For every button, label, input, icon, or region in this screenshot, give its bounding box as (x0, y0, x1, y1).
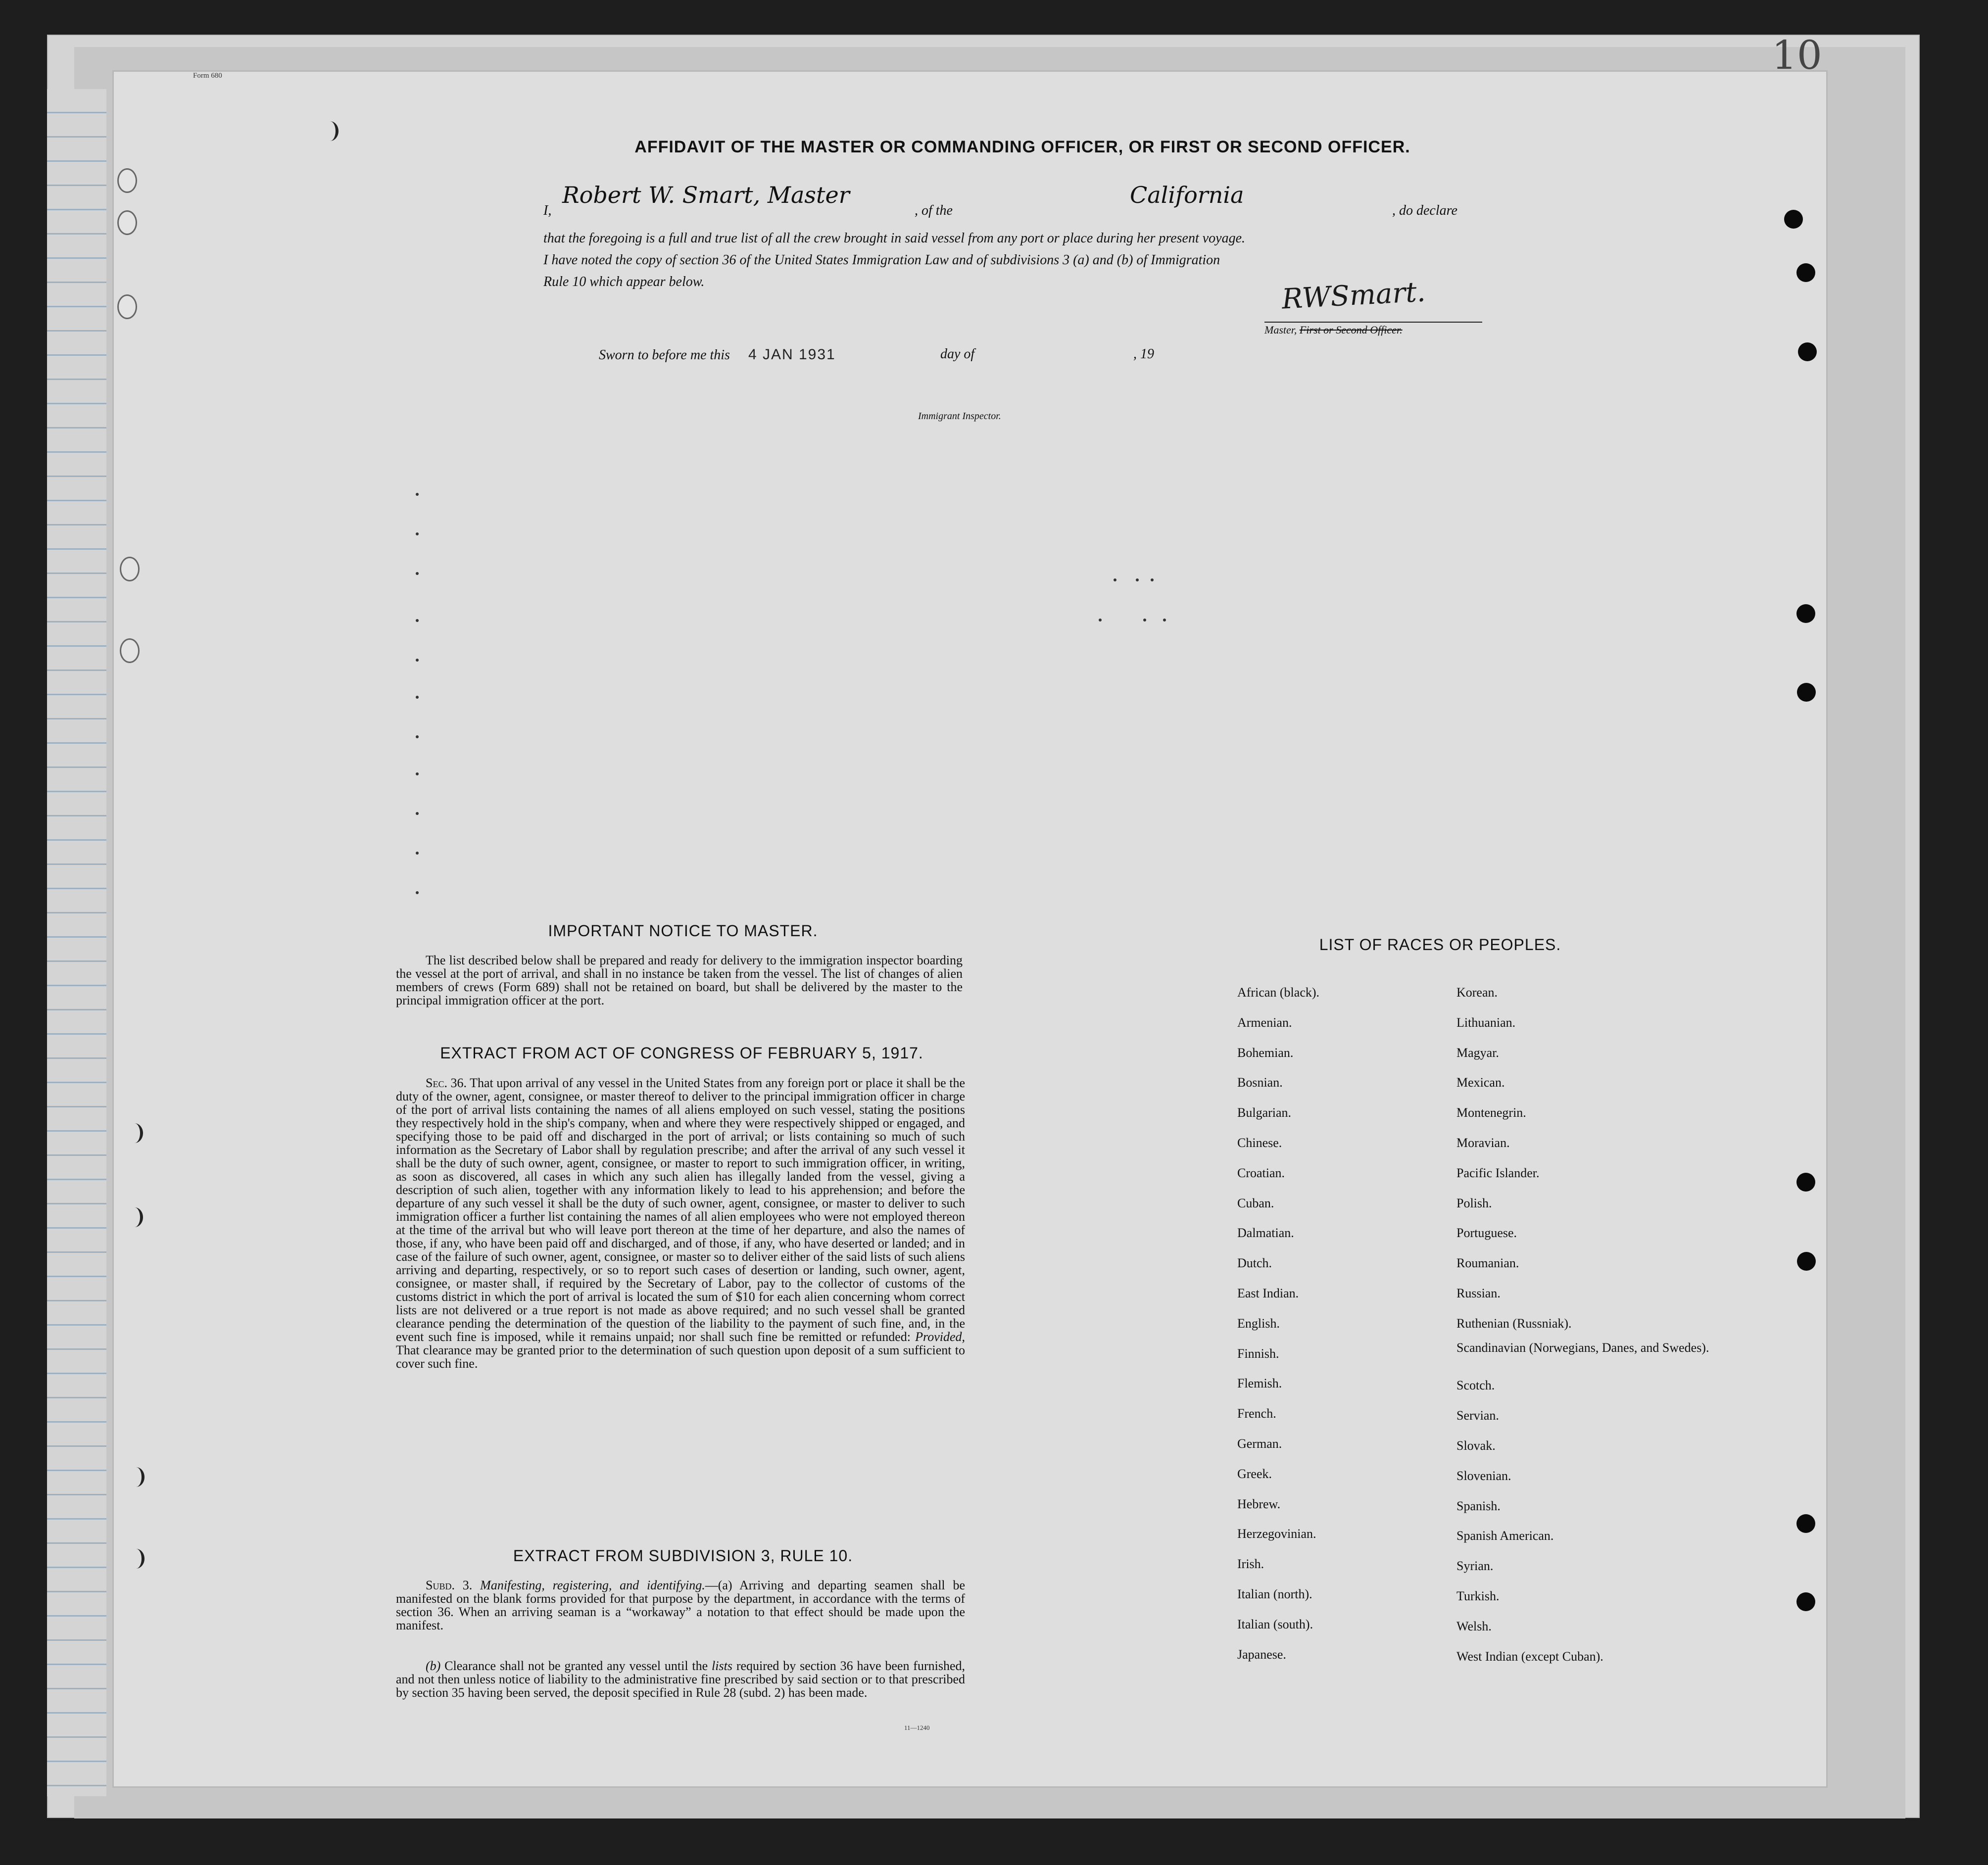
ruled-paper-edge (47, 89, 106, 1796)
binder-ring (117, 294, 137, 319)
section-36-text (396, 1076, 965, 1370)
race-entry: Scotch. (1456, 1378, 1495, 1393)
binder-hole (1798, 342, 1817, 361)
declaration-line-4: Rule 10 which appear below. (543, 274, 705, 289)
extract-act-title: EXTRACT FROM ACT OF CONGRESS OF FEBRUARY 5, 1917. (440, 1044, 923, 1062)
notice-title: IMPORTANT NOTICE TO MASTER. (548, 922, 818, 940)
section-label: Sec. 36. (426, 1076, 467, 1090)
subd-heading: Manifesting, registering, and identifying. (480, 1578, 705, 1592)
section-body: That upon arrival of any vessel in the United States from any foreign port or place it shall be the duty of the owner, agent, consignee, or master thereof to deliver to the principal immigration officer in charge of the port of arrival lists containing the names of all aliens employed on such vessel, stating the positions they respectively hold in the ship's company, when and where they were respectively shipped or engaged, and specifying those to be paid off and discharged in the port of arrival; or lists containing so much of such information as the Secretary of Labor shall by regulation prescribe; and after the arrival of any such vessel it shall be the duty of such owner, agent, consignee, or master to report to such immigration officer, in writing, as soon as discovered, all cases in which any such alien has illegally landed from the vessel, giving a description of such alien, together with any information likely to lead to his apprehension; and before the departure of any such vessel it shall be the duty of such owner, agent, consignee, or master to deliver to such immigration officer a further list containing the names of all alien employees who were not employed thereon at the time of the arrival but who will leave port thereon at the time of her departure, and also the names of those, if any, who have been paid off and discharged, and of those, if any, who have deserted or landed; and in case of the failure of such owner, agent, consignee, or master so to deliver either of the said lists of such aliens arriving and departing, respectively, or so to report such cases of desertion or landing, such owner, agent, consignee, or master shall, if required by the Secretary of Labor, pay to the collector of customs of the customs district in which the port of arrival is located the sum of $10 for each alien concerning whom correct lists are not delivered or a true report is not made as above required; and no such vessel shall be granted clearance pending the determination of the question of the liability to the payment of such fine, and, in the event such fine is imposed, while it remains unpaid; nor shall such fine be remitted or refunded: (396, 1076, 966, 1344)
margin-dot (416, 772, 419, 775)
declaration-i: I, (543, 203, 552, 218)
race-entry: Bohemian. (1237, 1045, 1294, 1060)
binder-hole (1796, 604, 1815, 623)
margin-dot (1151, 578, 1154, 581)
race-entry: Russian. (1456, 1286, 1501, 1300)
race-entry: Croatian. (1237, 1165, 1285, 1180)
race-entry: West Indian (except Cuban). (1456, 1649, 1603, 1664)
race-entry: Turkish. (1456, 1588, 1500, 1603)
races-column-2 (1456, 978, 1709, 1672)
race-entry: Montenegrin. (1456, 1105, 1526, 1120)
race-entry: Cuban. (1237, 1196, 1274, 1210)
margin-dot (416, 852, 419, 855)
race-entry: French. (1237, 1406, 1276, 1421)
binder-hole (1796, 1514, 1815, 1533)
race-entry: Japanese. (1237, 1647, 1286, 1662)
race-entry: Korean. (1456, 985, 1498, 1000)
signature-caption-master: Master, (1264, 324, 1297, 336)
binder-hole (1796, 1173, 1815, 1192)
race-entry: Portuguese. (1456, 1226, 1517, 1241)
rule-para-a (396, 1578, 965, 1632)
margin-dot (1114, 578, 1116, 581)
race-entry: Scandinavian (Norwegians, Danes, and Swedes). (1456, 1340, 1709, 1355)
binder-hole (1796, 263, 1815, 282)
day-of-label: day of (940, 346, 975, 362)
race-entry: Italian (south). (1237, 1617, 1313, 1631)
date-stamp: 4 JAN 1931 (748, 346, 836, 363)
race-entry: Chinese. (1237, 1135, 1282, 1150)
print-code: 11—1240 (904, 1724, 930, 1731)
binder-notch (126, 1207, 143, 1227)
race-entry: Ruthenian (Russniak). (1456, 1316, 1572, 1331)
race-entry: Pacific Islander. (1456, 1165, 1540, 1180)
margin-dot (416, 812, 419, 815)
declaration-do-declare: , do declare (1392, 203, 1457, 218)
binder-hole (1797, 1252, 1816, 1271)
provided-word: Provided, (915, 1330, 965, 1344)
race-entry: Finnish. (1237, 1346, 1279, 1361)
race-entry: Armenian. (1237, 1015, 1292, 1030)
margin-dot (416, 696, 419, 699)
race-entry: Slovak. (1456, 1438, 1496, 1453)
master-name-handwritten: Robert W. Smart, Master (562, 182, 850, 208)
race-entry: Welsh. (1456, 1619, 1492, 1633)
race-entry: Lithuanian. (1456, 1015, 1516, 1030)
race-entry: Slovenian. (1456, 1468, 1511, 1483)
margin-dot (416, 572, 419, 575)
race-entry: Herzegovinian. (1237, 1527, 1316, 1541)
subd-label: Subd. 3. (426, 1578, 473, 1592)
races-title: LIST OF RACES OR PEOPLES. (1319, 936, 1561, 954)
margin-dot (416, 735, 419, 738)
binder-hole (1796, 1592, 1815, 1611)
margin-dot (416, 659, 419, 662)
race-entry: Moravian. (1456, 1135, 1510, 1150)
binder-ring (117, 210, 137, 235)
race-entry: Servian. (1456, 1408, 1499, 1423)
race-entry: Mexican. (1456, 1075, 1505, 1090)
binder-notch (322, 121, 339, 141)
race-entry: Bulgarian. (1237, 1105, 1292, 1120)
race-entry: Flemish. (1237, 1376, 1282, 1391)
binder-hole (1797, 683, 1816, 702)
race-entry: Polish. (1456, 1196, 1492, 1210)
margin-dot (416, 891, 419, 894)
para-b-lists: lists (712, 1659, 732, 1673)
notice-text: The list described below shall be prepared and ready for delivery to the immigration inspector boarding the vessel at the port of arrival, and shall in no instance be taken from the vessel. The list of changes of alien members of crews (Form 689) shall not be retained on board, but shall be delivered by the master to the principal immigration officer at the port. (396, 953, 963, 1007)
para-b-label: (b) (426, 1659, 441, 1673)
declaration-of-the: , of the (915, 203, 953, 218)
binder-notch (128, 1549, 145, 1569)
race-entry: Dutch. (1237, 1256, 1272, 1271)
race-entry: Magyar. (1456, 1045, 1499, 1060)
race-entry: East Indian. (1237, 1286, 1299, 1300)
race-entry: Bosnian. (1237, 1075, 1283, 1090)
binder-ring (117, 168, 137, 193)
inspector-label: Immigrant Inspector. (918, 411, 1001, 422)
race-entry: Italian (north). (1237, 1586, 1312, 1601)
affidavit-title: AFFIDAVIT OF THE MASTER OR COMMANDING OFFICER, OR FIRST OR SECOND OFFICER. (634, 138, 1410, 156)
sworn-label: Sworn to before me this (599, 347, 730, 363)
binder-ring (120, 557, 140, 581)
margin-dot (1163, 619, 1166, 622)
race-entry: Spanish American. (1456, 1529, 1554, 1543)
signature-caption-struck: First or Second Officer. (1299, 324, 1403, 336)
race-entry: Roumanian. (1456, 1256, 1519, 1271)
rule-para-b (396, 1659, 965, 1699)
margin-dot (416, 493, 419, 496)
margin-dot (416, 619, 419, 622)
signature-caption (1264, 322, 1482, 336)
para-b-text-1: Clearance shall not be granted any vessel until the (444, 1659, 708, 1673)
race-entry: English. (1237, 1316, 1280, 1331)
binder-ring (120, 638, 140, 663)
section-body-end: That clearance may be granted prior to the determination of such question upon deposit of a sum sufficient to cover such fine. (396, 1343, 965, 1371)
race-entry: African (black). (1237, 985, 1320, 1000)
race-entry: Dalmatian. (1237, 1226, 1294, 1241)
declaration-line-2: that the foregoing is a full and true list of all the crew brought in said vessel from any port or place during her present voyage. (543, 231, 1246, 246)
margin-dot (1136, 578, 1139, 581)
binder-hole (1784, 210, 1803, 229)
race-entry: Spanish. (1456, 1498, 1501, 1513)
binder-notch (128, 1467, 145, 1487)
declaration (543, 182, 1494, 293)
margin-dot (1099, 619, 1102, 622)
declaration-line-3: I have noted the copy of section 36 of the United States Immigration Law and of subdivisions 3 (a) and (b) of Immigration (543, 252, 1220, 268)
master-signature: RWSmart. (1281, 276, 1426, 316)
extract-rule-title: EXTRACT FROM SUBDIVISION 3, RULE 10. (513, 1547, 853, 1565)
para-a-text: —(a) Arriving and departing seamen shall be manifested on the blank forms provided for that purpose by the department, in accordance with the terms of section 36. When an arriving seaman is a “workaway” a notation to that effect should be made upon the manifest. (396, 1578, 966, 1632)
form-number: Form 680 (193, 72, 222, 80)
page-corner-number: 10 (1772, 32, 1822, 78)
race-entry: German. (1237, 1436, 1282, 1451)
race-entry: Syrian. (1456, 1559, 1494, 1574)
sworn-line (599, 346, 1154, 363)
race-entry: Hebrew. (1237, 1496, 1281, 1511)
year-label: , 19 (1133, 346, 1154, 362)
margin-dot (1143, 619, 1146, 622)
vessel-name-handwritten: California (1130, 182, 1244, 208)
binder-notch (126, 1123, 143, 1143)
race-entry: Irish. (1237, 1557, 1264, 1572)
para-b-text-2: required by section 36 have been furnished, and not then unless notice of liability to the administrative fine prescribed by said section or to that prescribed by section 35 having been served, the deposit specified in Rule 28 (subd. 2) has been made. (396, 1659, 965, 1700)
margin-dot (416, 532, 419, 535)
race-entry: Greek. (1237, 1466, 1272, 1481)
races-column-1 (1237, 978, 1319, 1670)
